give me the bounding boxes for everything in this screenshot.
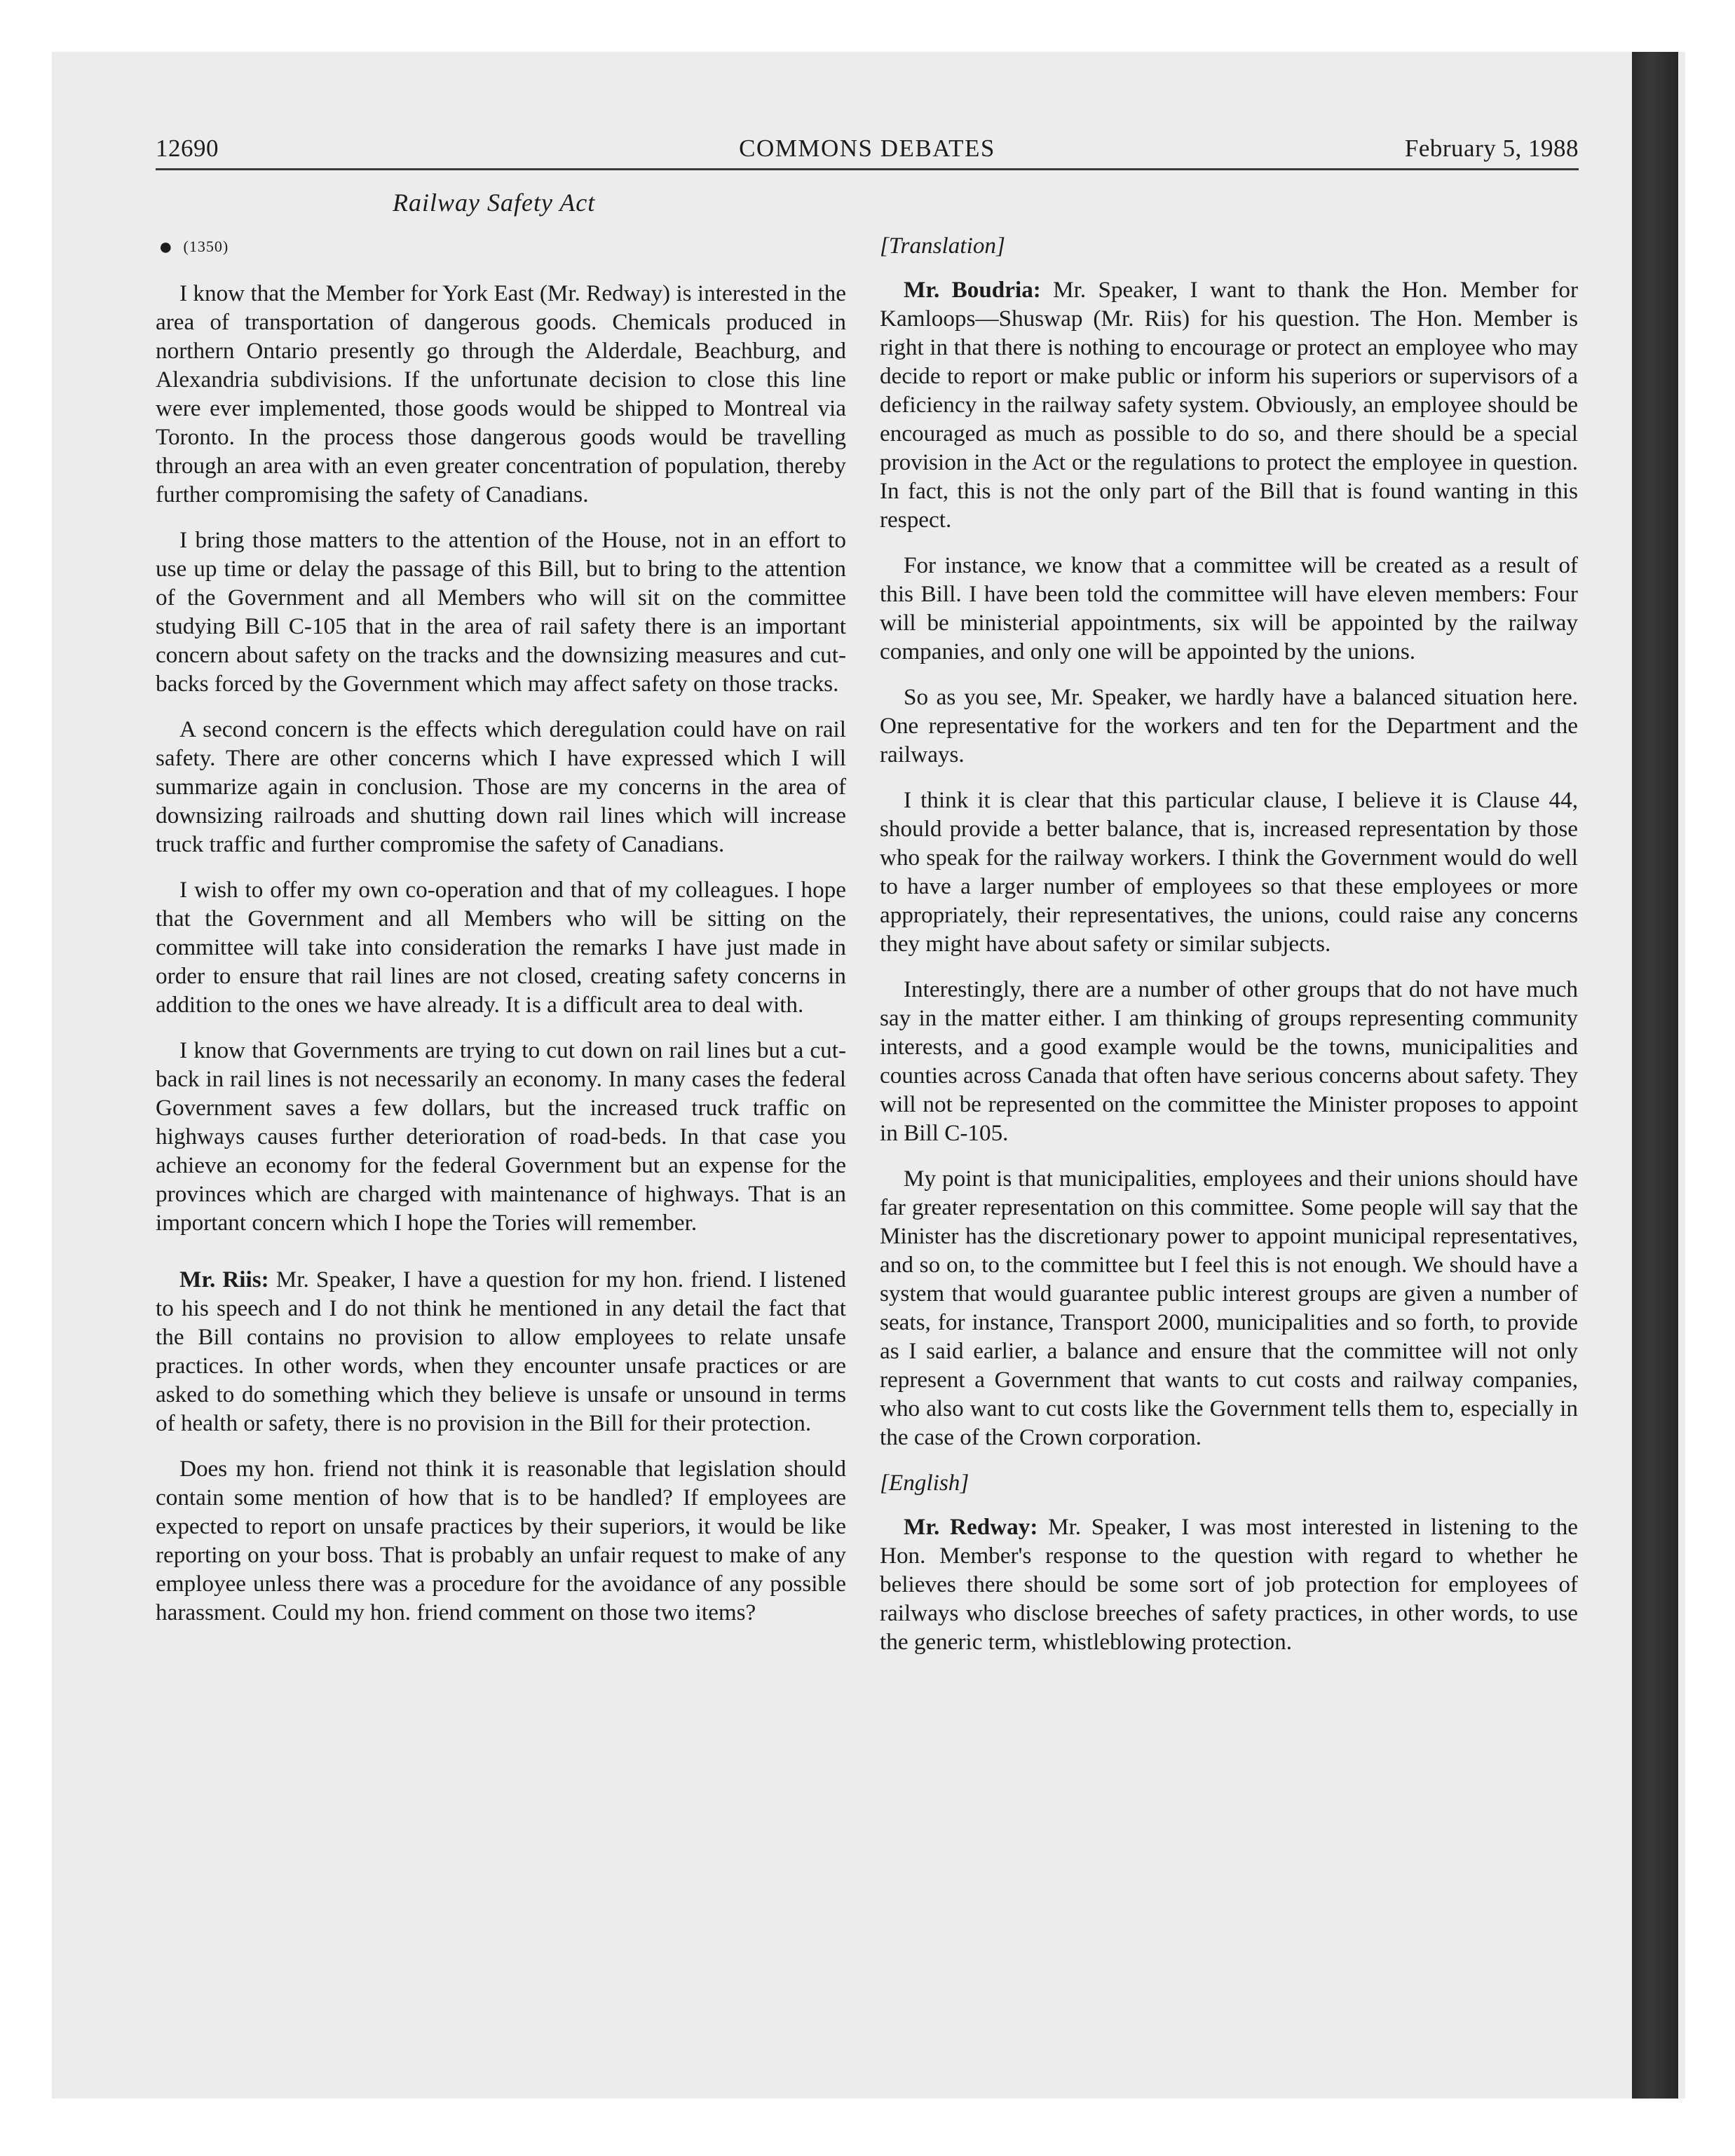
paragraph: So as you see, Mr. Speaker, we hardly have a balanced situation here. One representative for the workers and ten for the Department and the railways. — [880, 684, 1578, 767]
paragraph: Interestingly, there are a number of other groups that do not have much say in the matter either. I am thinking of groups representing community interests, and a good example would be the towns, municipalities and counties across Canada that often have serious concerns about safety. They will not be represented on the committee the Minister proposes to appoint in Bill C-105. — [880, 976, 1578, 1146]
english-label: [English] — [880, 1470, 969, 1496]
paragraph: For instance, we know that a committee will be created as a result of this Bill. I have been told the committee will have eleven members: Four will be ministerial appointments, six will be appointed by the railway companies, and only one will be appointed by the unions. — [880, 552, 1578, 664]
paragraph: Does my hon. friend not think it is reasonable that legislation should contain some mention of how that is to be handled? If employees are expected to report on unsafe practices by their superiors, it would be like reporting on your boss. That is probably an unfair request to make of any employee unless there was a procedure for the avoidance of any possible harassment. Could my hon. friend comment on those two items? — [156, 1456, 846, 1625]
paragraph: I think it is clear that this particular clause, I believe it is Clause 44, should provide a better balance, that is, increased representation by those who speak for the railway workers. I think the Government would do well to have a larger number of employees so that these employees or more appropriately, their representatives, the unions, could raise any concerns they might have about safety or similar subjects. — [880, 787, 1578, 957]
bullet-icon: ● — [158, 234, 174, 260]
paragraph: My point is that municipalities, employees and their unions should have far greater representation on this committee. Some people will say that the Minister has the discretionary power to appoint municipal representatives, and so on, to the committee but I feel this is not enough. We should have a system that would guarantee public interest groups are given a number of seats, for instance, Transport 2000, municipalities and so forth, to provide as I said earlier, a balance and ensure that the committee will not only represent a Government that wants to cut costs and railway companies, who also want to cut costs like the Government tells them to, especially in the case of the Crown corporation. — [880, 1166, 1578, 1450]
speech-paragraph — [880, 275, 1578, 534]
paragraph: I bring those matters to the attention of the House, not in an effort to use up time or delay the passage of this Bill, but to bring to the attention of the Government and all Members who will sit on the committee studying Bill C-105 that in the area of rail safety there is an important concern about safety on the tracks and the downsizing measures and cut-backs forced by the Government which may affect safety on those tracks. — [156, 527, 846, 697]
page-edge-shadow — [1632, 52, 1678, 2099]
speaker-name: Mr. Redway: — [904, 1514, 1038, 1540]
page-header — [156, 135, 1579, 170]
page-date: February 5, 1988 — [1404, 135, 1579, 162]
left-column — [156, 279, 846, 1644]
header-rule — [156, 168, 1579, 170]
speech-text: Mr. Speaker, I want to thank the Hon. Member for Kamloops—Shuswap (Mr. Riis) for his question. The Hon. Member is right in that there is nothing to encourage or protect an employee who may decide to report or make public or inform his superiors or supervisors of a deficiency in the railway safety system. Obviously, an employee should be encouraged as much as possible to do so, and there should be a special provision in the Act or the regulations to protect the employee in question. In fact, this is not the only part of the Bill that is found wanting in this respect. — [880, 277, 1578, 533]
speech-paragraph — [156, 1265, 846, 1438]
paragraph: I know that Governments are trying to cut down on rail lines but a cut-back in rail lines is not necessarily an economy. In many cases the federal Government saves a few dollars, but the increased truck traffic on highways causes further deterioration of road-beds. In that case you achieve an economy for the federal Government but an expense for the provinces which are charged with maintenance of highways. That is an important concern which I hope the Tories will remember. — [156, 1037, 846, 1236]
speech-text: Mr. Speaker, I have a question for my hon. friend. I listened to his speech and I do not think he mentioned in any detail the fact that the Bill contains no provision to allow employees to relate unsafe practices. In other words, when they encounter unsafe practices or are asked to do something which they believe is unsafe or unsound in terms of health or safety, there is no provision in the Bill for their protection. — [156, 1267, 846, 1436]
paragraph: A second concern is the effects which deregulation could have on rail safety. There are other concerns which I have expressed which I will summarize again in conclusion. Those are my concerns in the area of downsizing railroads and shutting down rail lines which will increase truck traffic and further compromise the safety of Canadians. — [156, 716, 846, 857]
translation-label: [Translation] — [880, 233, 1005, 259]
speaker-name: Mr. Riis: — [179, 1267, 269, 1292]
time-stamp — [158, 234, 229, 261]
speech-text: Mr. Speaker, I was most interested in listening to the Hon. Member's response to the question with regard to whether he believes there should be some sort of job protection for employees of railways who disclose breeches of safety practices, in other words, to use the generic term, whistleblowing protection. — [880, 1514, 1578, 1655]
paragraph: I know that the Member for York East (Mr. Redway) is interested in the area of transportation of dangerous goods. Chemicals produced in northern Ontario presently go through the Alderdale, Beachburg, and Alexandria subdivisions. If the unfortunate decision to close this line were ever implemented, those goods would be shipped to Montreal via Toronto. In the process those dangerous goods would be travelling through an area with an even greater concentration of population, thereby further compromising the safety of Canadians. — [156, 280, 846, 507]
speaker-name: Mr. Boudria: — [904, 277, 1041, 303]
paragraph: I wish to offer my own co-operation and that of my colleagues. I hope that the Government and all Members who will be sitting on the committee will take into consideration the remarks I have just made in order to ensure that rail lines are not closed, creating safety concerns in addition to the ones we have already. It is a difficult area to deal with. — [156, 877, 846, 1018]
right-column — [880, 231, 1578, 1673]
publication-title: COMMONS DEBATES — [739, 135, 995, 162]
page-number: 12690 — [156, 135, 219, 162]
speech-paragraph — [880, 1513, 1578, 1656]
time-stamp-text: (1350) — [183, 238, 229, 255]
running-subject: Railway Safety Act — [393, 189, 596, 217]
